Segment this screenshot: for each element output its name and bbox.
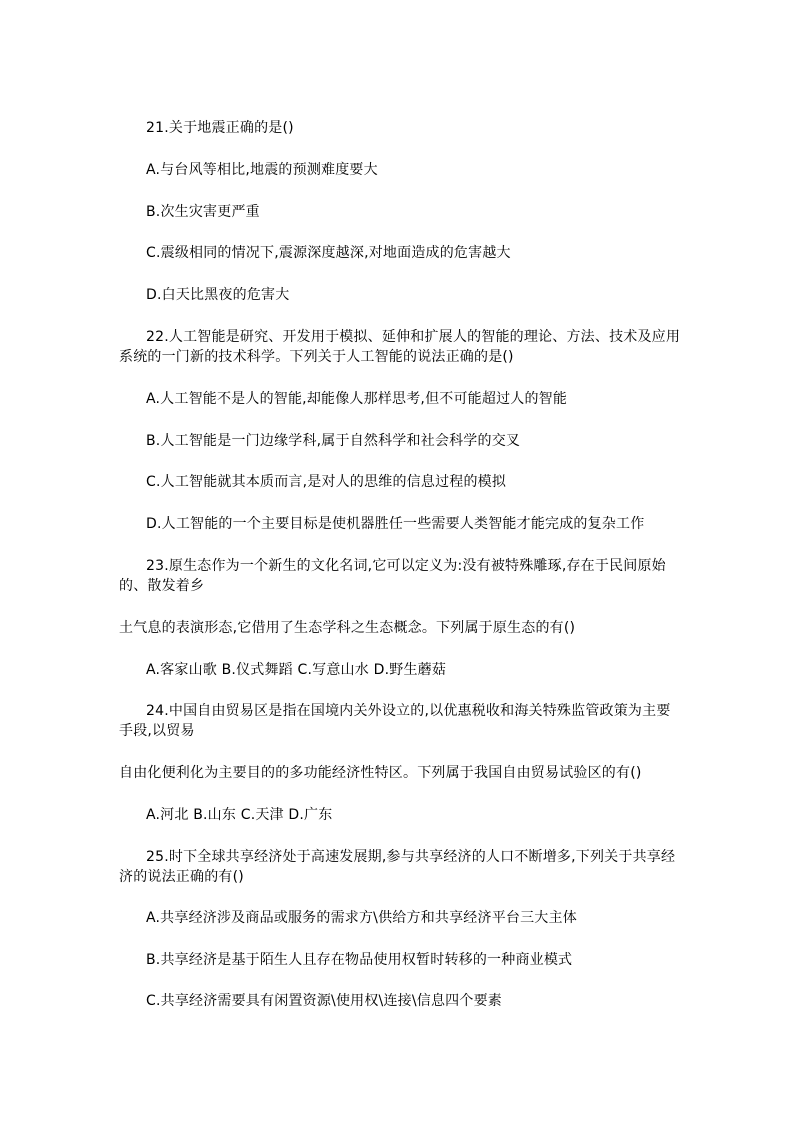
- question-24-options: A.河北 B.山东 C.天津 D.广东: [146, 807, 333, 823]
- question-22-stem-line2: 系统的一门新的技术科学。下列关于人工智能的说法正确的是(): [119, 349, 514, 365]
- question-23-stem-line3: 土气息的表演形态,它借用了生态学科之生态概念。下列属于原生态的有(): [119, 620, 576, 636]
- question-22-option-d: D.人工智能的一个主要目标是使机器胜任一些需要人类智能才能完成的复杂工作: [146, 516, 645, 532]
- question-22-option-b: B.人工智能是一门边缘学科,属于自然科学和社会科学的交叉: [146, 433, 521, 449]
- question-25-option-b: B.共享经济是基于陌生人且存在物品使用权暂时转移的一种商业模式: [146, 952, 573, 968]
- question-25-option-c: C.共享经济需要具有闲置资源\使用权\连接\信息四个要素: [146, 993, 502, 1009]
- question-21-stem: 21.关于地震正确的是(): [146, 120, 294, 136]
- question-24-stem-line2: 手段,以贸易: [119, 723, 195, 739]
- question-24-stem-line1: 24.中国自由贸易区是指在国境内关外设立的,以优惠税收和海关特殊监管政策为主要: [146, 703, 671, 719]
- question-23-options: A.客家山歌 B.仪式舞蹈 C.写意山水 D.野生蘑菇: [146, 662, 447, 678]
- question-22-stem-line1: 22.人工智能是研究、开发用于模拟、延伸和扩展人的智能的理论、方法、技术及应用: [146, 329, 681, 345]
- question-22-option-a: A.人工智能不是人的智能,却能像人那样思考,但不可能超过人的智能: [146, 391, 568, 407]
- question-23-stem-line1: 23.原生态作为一个新生的文化名词,它可以定义为:没有被特殊雕琢,存在于民间原始: [146, 558, 666, 574]
- question-25-stem-line1: 25.时下全球共享经济处于高速发展期,参与共享经济的人口不断增多,下列关于共享经: [146, 849, 676, 865]
- question-21-option-a: A.与台风等相比,地震的预测难度要大: [146, 162, 378, 178]
- question-21-option-c: C.震级相同的情况下,震源深度越深,对地面造成的危害越大: [146, 245, 511, 261]
- question-23-stem-line2: 的、散发着乡: [119, 578, 205, 594]
- question-21-option-b: B.次生灾害更严重: [146, 204, 260, 220]
- question-21-option-d: D.白天比黑夜的危害大: [146, 287, 290, 303]
- question-25-option-a: A.共享经济涉及商品或服务的需求方\供给方和共享经济平台三大主体: [146, 910, 577, 926]
- question-25-stem-line2: 济的说法正确的有(): [119, 869, 244, 885]
- question-24-stem-line3: 自由化便利化为主要目的的多功能经济性特区。下列属于我国自由贸易试验区的有(): [119, 765, 642, 781]
- question-22-option-c: C.人工智能就其本质而言,是对人的思维的信息过程的模拟: [146, 474, 507, 490]
